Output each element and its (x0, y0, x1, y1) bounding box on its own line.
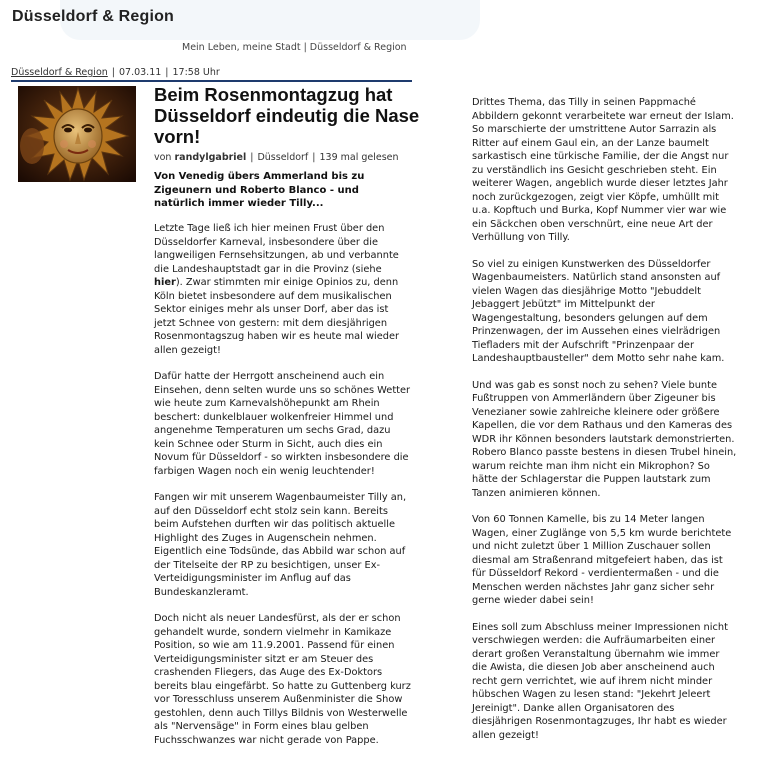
paragraph-text: ). Zwar stimmten mir einige Opinios zu, denn Köln bietet insbesondere auf dem musikalischen Sektor einiges mehr als unser Dorf, aber das ist jetzt Schnee von gestern: mit dem diesjährigen Rosenmontagszug haben wir es heute mal wieder allen gezeigt! (154, 277, 400, 356)
article-body-right-column (472, 96, 737, 755)
paragraph: So viel zu einigen Kunstwerken des Düsseldorfer Wagenbaumeisters. Natürlich stand ansonsten auf vielen Wagen das diesjährige Motto "Jebuddelt Jebaggert Jebützt" im Mittelpunkt der Wagengestaltung, besonders gelungen auf dem Prinzenwagen, der im Aussehen eines vielrädrigen Tiefladers mit der Aufschrift "Prinzenpaar der Landeshauptbausteller" dem Motto sehr nahe kam. (472, 258, 725, 364)
meta-time: 17:58 Uhr (172, 67, 220, 78)
tagline-region[interactable]: Düsseldorf & Region (309, 42, 407, 53)
article-body-left-column (154, 222, 412, 760)
article-lead: Von Venedig übers Ammerland bis zu Zigeunern und Roberto Blanco - und natürlich immer wieder Tilly... (154, 171, 365, 209)
paragraph (154, 222, 412, 357)
byline-separator: | (250, 152, 254, 163)
site-tagline (182, 42, 407, 53)
read-count: 139 mal gelesen (319, 152, 399, 163)
byline-prefix: von (154, 152, 172, 163)
meta-separator: | (111, 67, 115, 78)
paragraph: Von 60 Tonnen Kamelle, bis zu 14 Meter langen Wagen, einer Zuglänge von 5,5 km wurde berichtete und nicht zuletzt über 1 Million Zuschauer sollen diesmal am Straßenrand mitgefeiert haben, das ist für Düsseldorf Rekord - verdientermaßen - und die Menschen werden nächstes Jahr ganz sicher sehr gerne wieder dabei sein! (472, 514, 732, 606)
meta-separator: | (165, 67, 169, 78)
paragraph: Doch nicht als neuer Landesfürst, als der er schon gehandelt wurde, sondern vielmehr in Kamikaze Position, so wie am 11.9.2001. Passend für einen Verteidigungsminister sitzt er am Steuer des crashenden Fliegers, das Auge des Ex-Doktors bereits blau eingefärbt. So hatte zu Guttenberg kurz vor Toresschluss unserem Außenminister die Show gestohlen, denn auch Tillys Bildnis von Westerwelle als "Nervensäge" in Form eines blau gelben Fuchsschwanzes war nicht gerade von Pappe. (154, 613, 411, 746)
paragraph: Eines soll zum Abschluss meiner Impressionen nicht verschwiegen werden: die Aufräumarbeiten einer derart großen Veranstaltung übernahm wie immer die Awista, die diesen Job aber anscheinend auch recht gern verrichtet, wie auf ihrem nicht minder hübschen Wagen zu lesen stand: "Jekehrt Jeleert Jereinigt". Danke allen Organisatoren des diesjährigen Rosenmontagzuges, Ihr habt es wieder allen gezeigt! (472, 621, 728, 741)
paragraph: Und was gab es sonst noch zu sehen? Viele bunte Fußtruppen von Ammerländern über Zigeuner bis Venezianer sowie zahlreiche kleinere oder größere Kapellen, die vor dem Rathaus und den Kameras des WDR ihr Können besonders lautstark demonstrierten. Robero Blanco passte bestens in diesen Trubel hinein, warum reichte man ihm nicht ein Mikrophon? So hätte der Schlagerstar die Puppen lautstark zum Tanzen animieren können. (472, 379, 737, 499)
site-title[interactable]: Düsseldorf & Region (12, 8, 175, 25)
meta-date: 07.03.11 (118, 67, 162, 78)
paragraph: Fangen wir mit unserem Wagenbaumeister Tilly an, auf den Düsseldorf echt stolz sein kann. Bereits beim Aufstehen durften wir das politisch aktuelle Highlight des Zuges in Augenschein nehmen. Eigentlich eine Todsünde, das Abbild war schon auf der Titelseite der RP zu besichtigen, unser Ex-Verteidigungsminister im Anflug auf das Bundeskanzleramt. (154, 492, 407, 598)
tagline-separator: | (303, 42, 307, 53)
paragraph: Dafür hatte der Herrgott anscheinend auch ein Einsehen, denn selten wurde uns so schönes Wetter wie heute zum Karnevalshöhepunkt am Rhein beschert: dunkelblauer wolkenfreier Himmel und angenehme Temperaturen um sechs Grad, dazu kein Schnee oder Sturm in Sicht, auch dies ein Novum für Düsseldorf - so wirkten insbesondere die farbigen Wagen noch ein wenig leuchtender! (154, 371, 411, 477)
paragraph-text: Letzte Tage ließ ich hier meinen Frust über den Düsseldorfer Karneval, insbesondere über die langweiligen Fernsehsitzungen, ab und verbannte die Landeshauptstadt gar in die Provinz (siehe (154, 223, 399, 275)
article-meta-bar (11, 67, 412, 82)
category-link[interactable]: Düsseldorf (257, 152, 309, 163)
author-link[interactable]: randylgabriel (174, 152, 247, 163)
article-headline: Beim Rosenmontagzug hat Düsseldorf eindeutig die Nase vorn! (154, 84, 420, 147)
mask-illustration (18, 86, 136, 182)
tagline-motto: Mein Leben, meine Stadt (182, 42, 301, 53)
byline-separator: | (312, 152, 316, 163)
article-byline (154, 152, 454, 163)
inline-link-hier[interactable]: hier (154, 277, 176, 288)
meta-region-link[interactable]: Düsseldorf & Region (11, 67, 108, 78)
paragraph: Drittes Thema, das Tilly in seinen Pappmaché Abbildern gekonnt verarbeitete war erneut der Islam. So marschierte der umstrittene Autor Sarrazin als Ritter auf einem Gaul ein, an der Lanze baumelt sarkastisch eine türkische Familie, der die Angst nur zu verständlich ins Gesicht geschrieben steht. Ein weiterer Wagen, angeblich wurde dieser letztes Jahr noch zurückgezogen, zeigt vier Köpfe, umhüllt mit u.a. Kopftuch und Burka, Kopf Nummer vier war wie ein Säckchen oben verschnürt, eine neue Art der Verhüllung von Tilly. (472, 97, 734, 243)
article-thumbnail-venetian-mask[interactable] (18, 86, 136, 182)
